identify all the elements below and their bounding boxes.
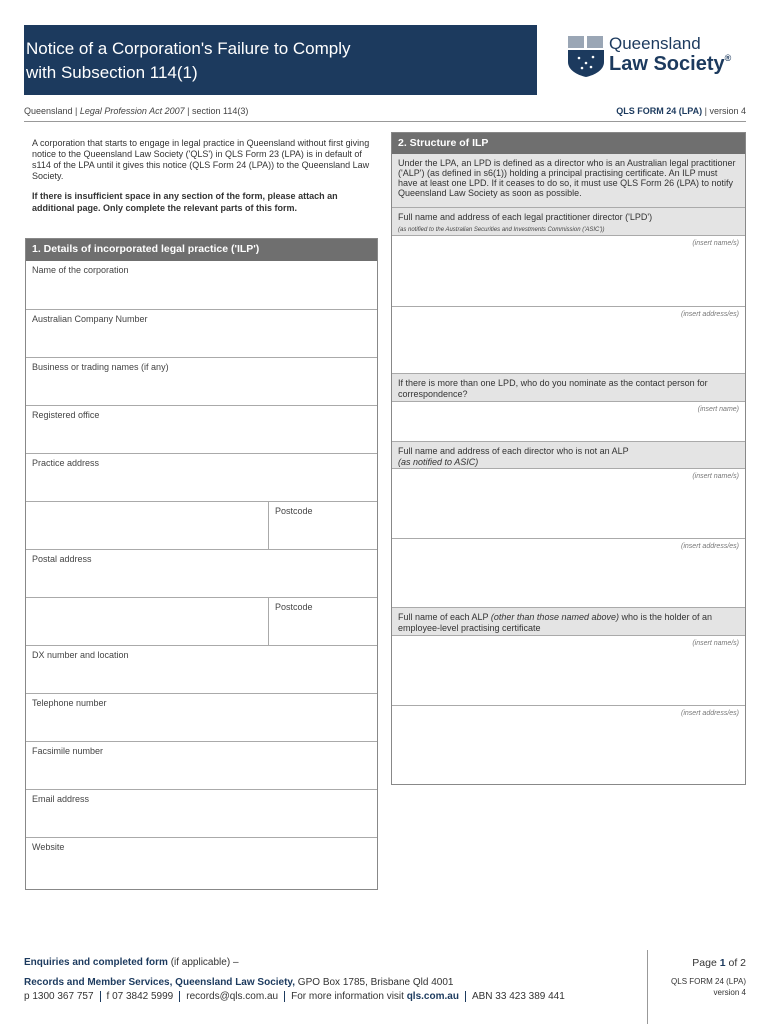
- business-names-field[interactable]: [26, 357, 377, 405]
- section-2-intro: Under the LPA, an LPD is defined as a director who is an Australian legal practitioner ('ALP') (as defined in s6(1)) holding a principal practising certificate. An ILP must have at least one LPD. If it ceases to do so, it must use QLS Form 26 (LPA) to notify Queensland Law Society as soon as possible.: [392, 154, 745, 208]
- field-label: Name of the corporation: [32, 265, 129, 275]
- employee-alp-label-rest: who is the holder of an employee-level practising certificate: [398, 612, 713, 633]
- hint-text: (insert address/es): [681, 311, 739, 318]
- hint-text: (insert address/es): [681, 710, 739, 717]
- contact-person-label: If there is more than one LPD, who do you nominate as the contact person for correspondence?: [392, 374, 745, 402]
- logo-law-society-label: Law Society: [609, 53, 725, 75]
- footer-version: version 4: [713, 988, 746, 997]
- footer-website-link[interactable]: qls.com.au: [406, 991, 459, 1003]
- website-field[interactable]: [26, 837, 377, 885]
- lpd-addresses-field[interactable]: [392, 307, 745, 374]
- field-label: Website: [32, 842, 65, 852]
- dx-field[interactable]: [26, 645, 377, 693]
- non-alp-names-field[interactable]: [392, 469, 745, 539]
- section-ilp-details: [25, 238, 378, 890]
- enquiries-label: Enquiries and completed form: [24, 957, 168, 968]
- form-version: version 4: [709, 106, 746, 116]
- separator: [465, 991, 466, 1002]
- field-label: Australian Company Number: [32, 314, 148, 324]
- page-current: 1: [719, 957, 726, 969]
- field-label: Practice address: [32, 458, 100, 468]
- practice-address-field[interactable]: [26, 453, 377, 501]
- page-total: of 2: [725, 957, 746, 969]
- logo-text-law-society: [609, 53, 731, 76]
- postal-postcode-field[interactable]: [268, 598, 377, 645]
- employee-alp-addresses-field[interactable]: [392, 706, 745, 776]
- postal-box: GPO Box 1785, Brisbane Qld 4001: [295, 977, 454, 988]
- field-label: Postcode: [275, 602, 313, 612]
- telephone-field[interactable]: [26, 693, 377, 741]
- lpd-label: [392, 208, 745, 236]
- qls-logo: [567, 34, 751, 82]
- title-line-1: Notice of a Corporation's Failure to Comply: [26, 39, 351, 58]
- footer-form-code: QLS FORM 24 (LPA): [671, 977, 746, 986]
- field-label: Postal address: [32, 554, 92, 564]
- field-label: Telephone number: [32, 698, 107, 708]
- lpd-label-text: Full name and address of each legal practitioner director ('LPD'): [398, 212, 653, 222]
- document-title: [26, 37, 526, 85]
- non-alp-label-text: Full name and address of each director who is not an ALP: [398, 446, 629, 456]
- contact-person-field[interactable]: [392, 402, 745, 442]
- page-number: [692, 957, 746, 969]
- footer-address: [24, 977, 453, 988]
- footer-fax: f 07 3842 5999: [106, 991, 174, 1003]
- footer-enquiries: [24, 957, 239, 968]
- page-label: Page: [692, 957, 720, 969]
- employee-alp-label: [392, 608, 745, 636]
- registered-office-field[interactable]: [26, 405, 377, 453]
- section-ilp-structure: [391, 132, 746, 785]
- records-department: Records and Member Services, Queensland Law Society,: [24, 977, 296, 988]
- lpd-names-field[interactable]: [392, 236, 745, 307]
- postal-address-continued-field[interactable]: [26, 597, 377, 645]
- field-label: Email address: [32, 794, 90, 804]
- section-2-heading: 2. Structure of ILP: [392, 133, 745, 154]
- legislation-reference: Queensland | Legal Profession Act 2007 | section 114(3): [24, 106, 249, 116]
- separator: [284, 991, 285, 1002]
- footer-email-link[interactable]: records@qls.com.au: [186, 991, 279, 1003]
- section-reference: section 114(3): [191, 106, 249, 116]
- intro-instruction: If there is insufficient space in any section of the form, please attach an additional page. Only complete the relevant parts of this form.: [32, 191, 338, 213]
- enquiries-note: (if applicable) –: [167, 957, 239, 968]
- logo-text-queensland: Queensland: [609, 34, 701, 53]
- form-reference: QLS FORM 24 (LPA) | version 4: [616, 106, 746, 116]
- hint-text: (insert address/es): [681, 543, 739, 550]
- facsimile-field[interactable]: [26, 741, 377, 789]
- footer-phone: p 1300 367 757: [24, 991, 94, 1003]
- hint-text: (insert name/s): [692, 640, 739, 647]
- footer-divider: [647, 950, 648, 1024]
- employee-alp-label-italic: (other than those named above): [490, 612, 619, 622]
- crest-icon: [567, 34, 605, 78]
- registered-mark: ®: [724, 53, 732, 63]
- intro-paragraph: A corporation that starts to engage in legal practice in Queensland without first giving notice to the Queensland Law Society ('QLS') in QLS Form 23 (LPA) is in default of s114 of the LPA until it gives this notice (QLS Form 24 (LPA)) to the Queensland Law Society.: [32, 138, 370, 181]
- non-alp-addresses-field[interactable]: [392, 539, 745, 608]
- hint-text: (insert name): [697, 406, 739, 413]
- employee-alp-label-text: Full name of each ALP: [398, 612, 491, 622]
- non-alp-note: (as notified to ASIC): [398, 457, 479, 467]
- field-label: Postcode: [275, 506, 313, 516]
- non-alp-label: [392, 442, 745, 469]
- form-code: QLS FORM 24 (LPA): [616, 106, 703, 116]
- field-label: DX number and location: [32, 650, 129, 660]
- hint-text: (insert name/s): [692, 473, 739, 480]
- field-label: Registered office: [32, 410, 100, 420]
- lpd-note: (as notified to the Australian Securities and Investments Commission ('ASIC')): [398, 227, 605, 233]
- section-1-heading: 1. Details of incorporated legal practice ('ILP'): [26, 239, 377, 261]
- postal-address-field[interactable]: [26, 549, 377, 597]
- field-label: Facsimile number: [32, 746, 104, 756]
- jurisdiction: Queensland: [24, 106, 73, 116]
- email-field[interactable]: [26, 789, 377, 837]
- footer-form-reference: [671, 976, 746, 998]
- header-divider: [24, 121, 746, 122]
- footer-more-info: For more information visit: [291, 991, 407, 1003]
- corporation-name-field[interactable]: [26, 261, 377, 309]
- separator: [179, 991, 180, 1002]
- acn-field[interactable]: [26, 309, 377, 357]
- separator: [100, 991, 101, 1002]
- practice-postcode-field[interactable]: [268, 502, 377, 549]
- act-name: Legal Profession Act 2007: [79, 106, 185, 116]
- title-line-2: with Subsection 114(1): [26, 63, 198, 82]
- footer-abn: ABN 33 423 389 441: [471, 991, 565, 1003]
- hint-text: (insert name/s): [692, 240, 739, 247]
- practice-address-continued-field[interactable]: [26, 501, 377, 549]
- field-label: Business or trading names (if any): [32, 362, 169, 372]
- footer-contacts: [24, 991, 565, 1002]
- employee-alp-names-field[interactable]: [392, 636, 745, 706]
